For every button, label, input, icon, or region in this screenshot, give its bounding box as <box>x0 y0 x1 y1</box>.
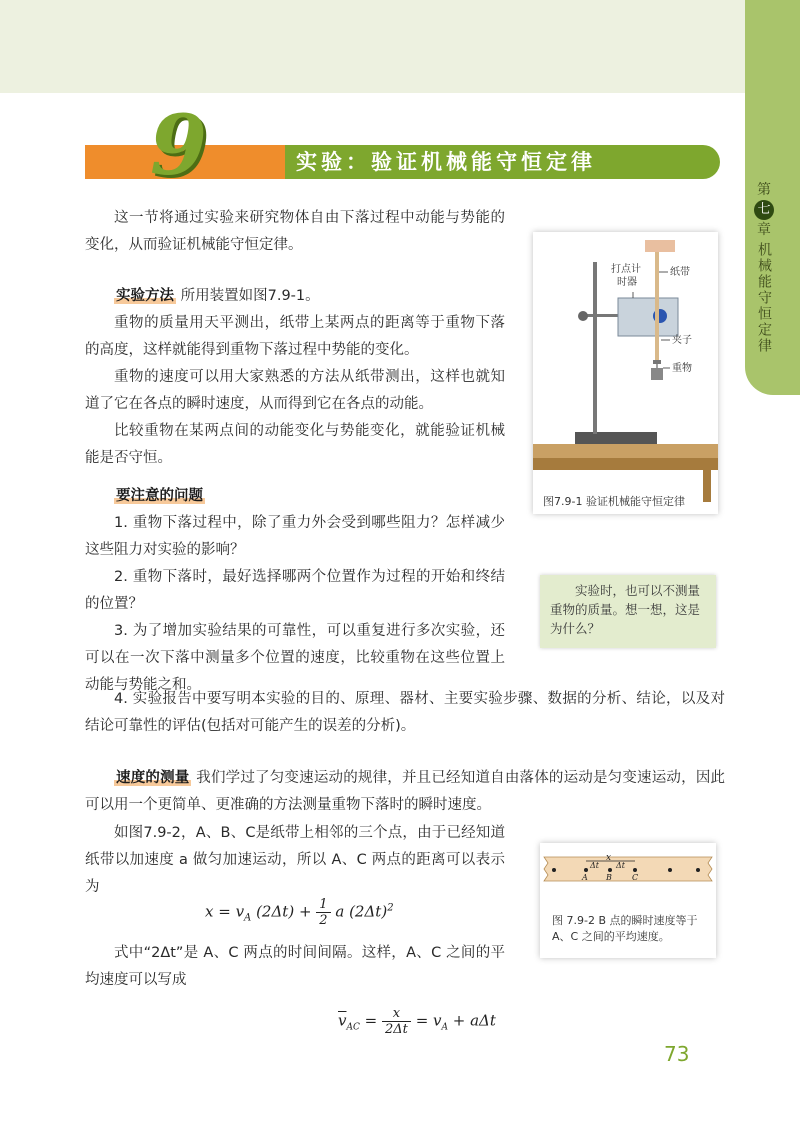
issue-item-1: 1. 重物下落过程中，除了重力外会受到哪些阻力？怎样减少这些阻力对实验的影响？ <box>85 515 505 558</box>
side-tab-bottom: 章 <box>757 222 771 238</box>
speed-section <box>85 765 725 819</box>
formula-displacement <box>205 897 394 928</box>
formula2-eq: = <box>364 1011 378 1030</box>
speed-lead-line <box>85 765 725 819</box>
stand-knob <box>578 311 588 321</box>
formula1-sub: A <box>244 912 252 924</box>
formula2-fraction <box>382 1006 411 1037</box>
formula-average-velocity <box>338 1006 496 1037</box>
intro-paragraph <box>85 205 505 259</box>
formula1-sup: 2 <box>387 902 394 914</box>
issue-item-4: 4. 实验报告中要写明本实验的目的、原理、器材、主要实验步骤、数据的分析、结论，以及对结论可靠性的评估(包括对可能产生的误差的分析)。 <box>85 691 725 734</box>
table-top <box>533 444 718 458</box>
weight-block <box>651 368 663 380</box>
tape-strip <box>544 857 712 881</box>
page-number: 73 <box>664 1042 690 1066</box>
stand-rod <box>593 262 597 434</box>
speed-lead: 我们学过了匀变速运动的规律，并且已经知道自由落体的运动是匀变速运动，因此可以用一个更简单、更准确的方法测量重物下落时的瞬时速度。 <box>85 770 726 813</box>
tape-diagram <box>540 843 716 903</box>
formula1-mid: (2Δt) + <box>256 902 312 921</box>
formula2-num: x <box>382 1006 411 1022</box>
label-weight: 重物 <box>672 363 692 374</box>
top-band <box>0 0 745 93</box>
side-tab-top: 第 <box>757 182 771 198</box>
label-tape: 纸带 <box>670 267 690 278</box>
method-section <box>85 283 505 472</box>
formula2-tail: + aΔt <box>452 1011 496 1030</box>
chapter-side-label <box>750 182 778 354</box>
issues-label: 要注意的问题 <box>116 488 203 504</box>
method-para-3: 比较重物在某两点间的动能变化与势能变化，就能验证机械能是否守恒。 <box>85 423 505 466</box>
method-para-1: 重物的质量用天平测出，纸带上某两点的距离等于重物下落的高度，这样就能得到重物下落过程中势能的变化。 <box>85 315 505 358</box>
method-para-2: 重物的速度可以用大家熟悉的方法从纸带测出，这样也就知道了它在各点的瞬时速度，从而得到它在各点的动能。 <box>85 369 505 412</box>
figure-apparatus <box>533 232 718 514</box>
paper-tape <box>655 240 659 360</box>
intro-text: 这一节将通过实验来研究物体自由下落过程中动能与势能的变化，从而验证机械能守恒定律。 <box>85 210 505 253</box>
issue-item-3: 3. 为了增加实验结果的可靠性，可以重复进行多次实验，还可以在一次下落中测量多个位置的速度，比较重物在这些位置上动能与势能之和。 <box>85 623 505 693</box>
formula1-den: 2 <box>319 913 328 928</box>
formula1-fraction <box>316 897 330 928</box>
timer-body <box>618 298 678 336</box>
method-label: 实验方法 <box>116 288 174 304</box>
issue-item-4-block <box>85 686 725 740</box>
speed-para-2-block <box>85 820 505 901</box>
tape-dot <box>668 868 672 872</box>
chapter-number-badge: 七 <box>754 200 774 220</box>
table-edge <box>533 458 718 470</box>
formula2-lhs: $\overline{v}$ <box>338 1011 347 1030</box>
chapter-title: 机械能守恒定律 <box>756 242 772 354</box>
formula2-den: 2Δt <box>385 1022 408 1037</box>
formula2-rhs: = v <box>415 1011 442 1030</box>
label-a: A <box>582 873 588 882</box>
point-c-dot <box>633 868 637 872</box>
formula1-num: 1 <box>316 897 330 913</box>
issues-heading-line <box>85 483 505 510</box>
apparatus-illustration <box>533 232 718 514</box>
clip-icon <box>653 360 661 364</box>
issue-item-2: 2. 重物下落时，最好选择哪两个位置作为过程的开始和终结的位置？ <box>85 569 505 612</box>
formula1-lhs: x = v <box>205 902 245 921</box>
side-note <box>540 575 716 648</box>
section-number: 9 <box>150 98 208 194</box>
figure-tape-points <box>540 843 716 958</box>
speed-para-3: 式中“2Δt”是 A、C 两点的时间间隔。这样，A、C 之间的平均速度可以写成 <box>85 945 505 988</box>
label-clip: 夹子 <box>672 335 692 346</box>
speed-para-2: 如图7.9-2，A、B、C是纸带上相邻的三个点，由于已经知道纸带以加速度 a 做匀加速运动，所以 A、C 两点的距离可以表示为 <box>85 825 505 895</box>
figure2-caption: 图 7.9-2 B 点的瞬时速度等于 A、C 之间的平均速度。 <box>552 914 698 943</box>
issues-section <box>85 483 505 699</box>
tape-dot <box>696 868 700 872</box>
label-b: B <box>606 873 612 882</box>
method-lead-line <box>85 283 505 310</box>
method-lead: 所用装置如图7.9-1。 <box>180 288 320 304</box>
stand-base <box>575 432 657 444</box>
figure1-caption: 图7.9-1 验证机械能守恒定律 <box>543 495 685 508</box>
table-leg <box>703 470 711 502</box>
formula2-rhs-sub: A <box>441 1022 448 1033</box>
label-timer-2: 时器 <box>617 277 637 288</box>
hand-icon <box>645 240 675 252</box>
point-b-dot <box>608 868 612 872</box>
speed-label: 速度的测量 <box>116 770 190 786</box>
label-timer-1: 打点计 <box>611 264 641 275</box>
speed-para-3-block <box>85 940 505 994</box>
tape-dot <box>552 868 556 872</box>
point-a-dot <box>584 868 588 872</box>
section-title: 实验：验证机械能守恒定律 <box>296 150 596 174</box>
label-x: x <box>606 853 612 863</box>
formula2-lhs-sub: AC <box>346 1022 360 1033</box>
label-dt-2: Δt <box>616 861 625 870</box>
side-note-text: 实验时，也可以不测量重物的质量。想一想，这是为什么？ <box>550 583 701 636</box>
formula1-tail: a (2Δt) <box>335 902 388 921</box>
label-dt-1: Δt <box>590 861 599 870</box>
label-c: C <box>632 873 639 882</box>
